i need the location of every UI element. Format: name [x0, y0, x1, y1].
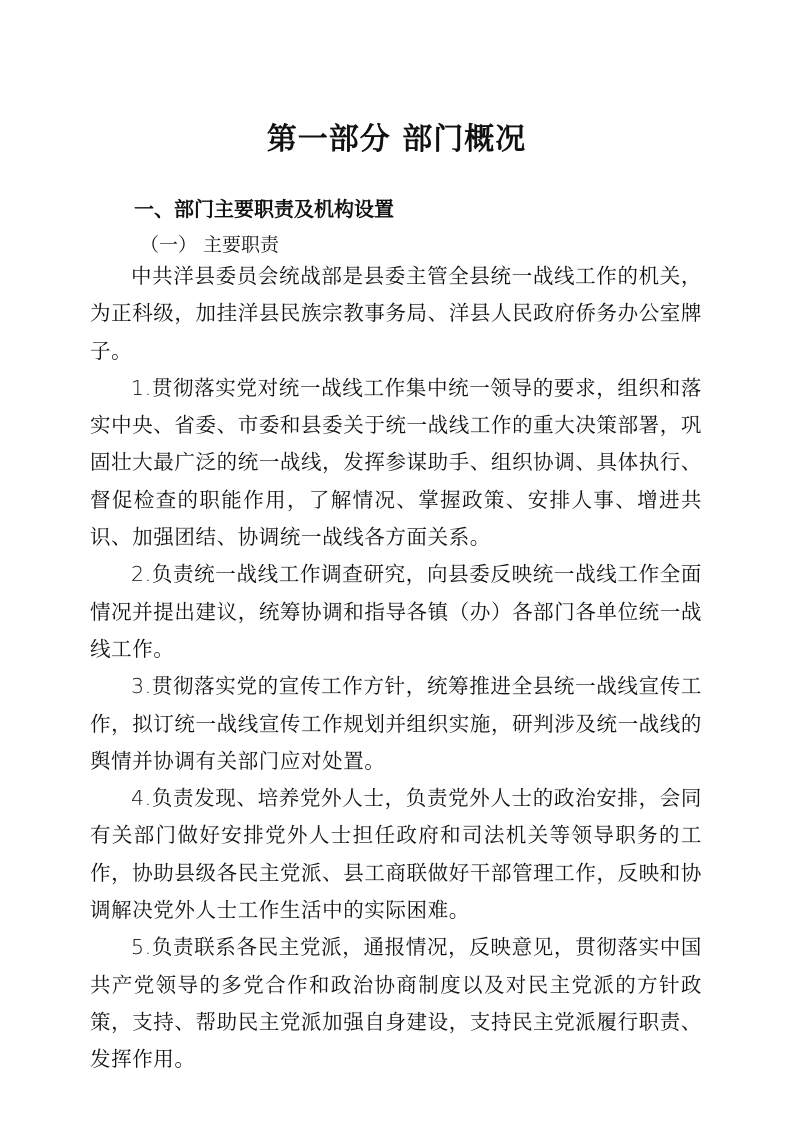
paragraph-duty-1: 1.贯彻落实党对统一战线工作集中统一领导的要求，组织和落实中央、省委、市委和县委关于统一战线工作的重大决策部署，巩固壮大最广泛的统一战线，发挥参谋助手、组织协调、具体执行、督促检查的职能作用，了解情况、掌握政策、安排人事、增进共识、加强团结、协调统一战线各方面关系。 [90, 375, 702, 550]
page-title: 第一部分 部门概况 [266, 122, 527, 157]
paragraph-duty-5: 5.负责联系各民主党派，通报情况，反映意见，贯彻落实中国共产党领导的多党合作和政治协商制度以及对民主党派的方针政策，支持、帮助民主党派加强自身建设，支持民主党派履行职责、发挥作用。 [90, 935, 702, 1072]
paragraph-intro: 中共洋县委员会统战部是县委主管全县统一战线工作的机关，为正科级，加挂洋县民族宗教事务局、洋县人民政府侨务办公室牌子。 [90, 264, 702, 363]
body-text [90, 258, 702, 1079]
paragraph-duty-4: 4.负责发现、培养党外人士，负责党外人士的政治安排，会同有关部门做好安排党外人士担任政府和司法机关等领导职务的工作，协助县级各民主党派、县工商联做好干部管理工作，反映和协调解决党外人士工作生活中的实际困难。 [90, 786, 702, 923]
paragraph-duty-3: 3.贯彻落实党的宣传工作方针，统筹推进全县统一战线宣传工作，拟订统一战线宣传工作规划并组织实施，研判涉及统一战线的舆情并协调有关部门应对处置。 [90, 674, 702, 773]
section-heading: 一、部门主要职责及机构设置 [134, 197, 394, 221]
subsection-heading: （一） 主要职责 [140, 234, 280, 256]
paragraph-duty-2: 2.负责统一战线工作调查研究，向县委反映统一战线工作全面情况并提出建议，统筹协调和指导各镇（办）各部门各单位统一战线工作。 [90, 562, 702, 661]
